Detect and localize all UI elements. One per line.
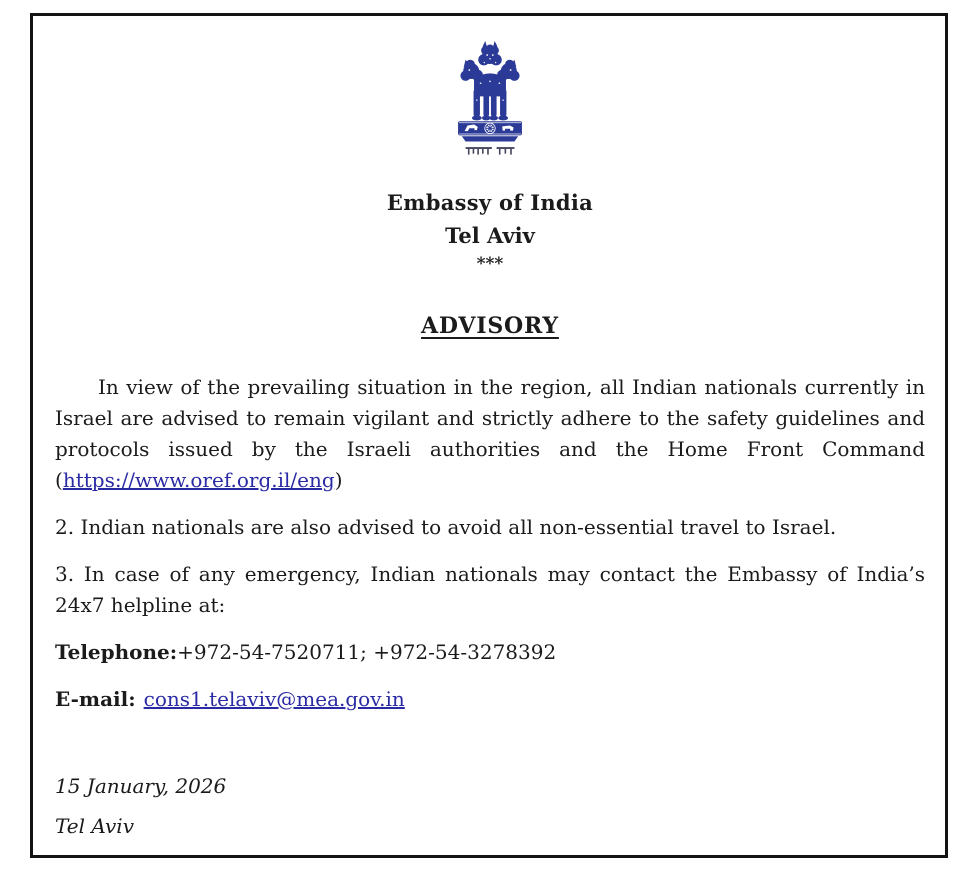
org-name: Embassy of India xyxy=(386,190,594,215)
advisory-document xyxy=(30,13,948,858)
document-place: Tel Aviv xyxy=(55,814,135,838)
separator-stars: *** xyxy=(476,254,504,274)
intro-text-before-link: In view of the prevailing situation in the region, all Indian nationals currently in Israel are advised to remain vigilant and strictly adhere to the safety guidelines and protocols issued by the Israeli authorities and the Home Front Command ( xyxy=(55,375,925,492)
advisory-title: ADVISORY xyxy=(421,313,559,339)
email-label: E-mail: xyxy=(55,687,136,711)
emblem-container xyxy=(55,40,925,168)
telephone-line xyxy=(55,637,925,668)
home-front-command-link[interactable]: https://www.oref.org.il/eng xyxy=(62,468,335,492)
email-address-link[interactable]: cons1.telaviv@mea.gov.in xyxy=(143,687,405,711)
india-state-emblem-icon xyxy=(443,40,537,164)
org-city: Tel Aviv xyxy=(445,223,535,248)
telephone-label: Telephone: xyxy=(55,640,178,664)
satyameva-jayate-motto xyxy=(466,147,515,155)
paragraph-emergency-contact: 3. In case of any emergency, Indian nationals may contact the Embassy of India’s 24x7 helpline at: xyxy=(55,562,925,617)
paragraph-intro xyxy=(55,372,925,496)
email-line xyxy=(55,684,925,715)
telephone-numbers: +972-54-7520711; +972-54-3278392 xyxy=(177,640,557,664)
intro-text-after-link: ) xyxy=(334,468,343,492)
document-date: 15 January, 2026 xyxy=(55,774,227,798)
paragraph-travel-advice: 2. Indian nationals are also advised to avoid all non-essential travel to Israel. xyxy=(55,515,837,539)
